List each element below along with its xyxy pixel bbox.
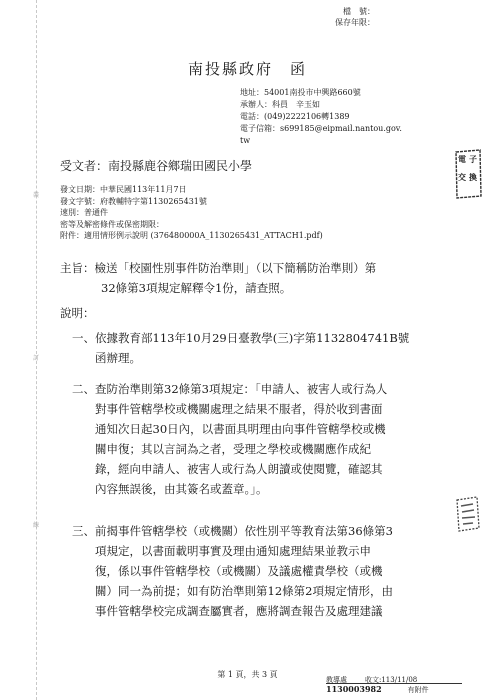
item-line: 錄，經向申請人、被害人或行為人朗讀或使閱覽，確認其 bbox=[95, 462, 383, 476]
item-line: 函辦理。 bbox=[95, 351, 141, 365]
stamp-char: 電 bbox=[458, 154, 466, 164]
email-line: 電子信箱：s699185@eipmail.nantou.gov. bbox=[240, 124, 402, 133]
phone-line: 電話：(049)2222106轉1389 bbox=[240, 112, 350, 121]
file-meta bbox=[335, 6, 375, 28]
receipt-stamp bbox=[326, 675, 462, 695]
receipt-org: 教導處 bbox=[326, 676, 347, 684]
description-label: 說明： bbox=[60, 306, 95, 320]
item-number: 三、 bbox=[72, 524, 95, 538]
stamp-char: 換 bbox=[469, 172, 477, 182]
attachment-link[interactable]: 附件：適用情形例示說明 (376480000A_1130265431_ATTACH1.pdf) bbox=[60, 231, 323, 240]
item-line: 通知次日起30日內，以書面具明理由向事件管轄學校或機 bbox=[95, 422, 386, 436]
handler-line: 承辦人：科員 辛玉如 bbox=[240, 100, 320, 109]
security-level: 密等及解密條件或保密期限： bbox=[60, 219, 164, 229]
binding-line bbox=[36, 0, 37, 700]
binding-mark-bind: 裝 bbox=[33, 192, 40, 199]
item-line: 依據教育部113年10月29日臺教學(三)字第1132804741B號 bbox=[95, 331, 410, 345]
subject bbox=[60, 258, 460, 298]
item-line: 關申復；其以言詞為之者，受理之學校或機關應作成紀 bbox=[95, 442, 371, 456]
subject-line: 檢送「校園性別事件防治準則」（以下簡稱防治準則）第 bbox=[94, 261, 377, 275]
item-line: 對事件管轄學校或機關處理之結果不服者，得於收到書面 bbox=[95, 402, 383, 416]
item-line: 項規定，以書面載明事實及理由通知處理結果並教示申 bbox=[95, 544, 371, 558]
send-info bbox=[60, 184, 323, 242]
item-line: 復，係以事件管轄學校（或機關）及議處權責學校（或機 bbox=[95, 564, 383, 578]
item-line: 查防治準則第32條第3項規定：「申請人、被害人或行為人 bbox=[95, 382, 388, 396]
item-number: 二、 bbox=[72, 382, 95, 396]
item-line: 事件管轄學校完成調查屬實者，應將調查報告及處理建議 bbox=[95, 604, 383, 618]
electronic-exchange-stamp bbox=[453, 148, 483, 200]
send-speed: 速別：普通件 bbox=[60, 208, 108, 217]
contact-block bbox=[240, 87, 402, 147]
send-number: 發文字號：府教輔特字第1130265431號 bbox=[60, 196, 207, 206]
item-number: 一、 bbox=[72, 331, 95, 345]
receipt-date: 收文:113/11/08 bbox=[365, 676, 418, 684]
item-line: 關）同一為前提；如有防治準則第12條第2項規定情形，由 bbox=[95, 584, 393, 598]
description-item bbox=[72, 379, 462, 499]
description-item bbox=[72, 521, 462, 621]
receipt-doc-number: 1130003982 bbox=[326, 684, 382, 694]
stamp-char: 交 bbox=[458, 172, 466, 182]
subject-line: 32條第3項規定解釋令1份，請查照。 bbox=[101, 281, 292, 295]
email-line-continued: tw bbox=[240, 136, 251, 145]
binding-mark-line: 線 bbox=[33, 522, 40, 529]
document-title: 南投縣政府 函 bbox=[187, 60, 307, 78]
send-date: 發文日期：中華民國113年11月7日 bbox=[60, 185, 187, 194]
page-number: 第 1 頁，共 3 頁 bbox=[217, 670, 278, 679]
binding-mark-staple: 訂 bbox=[33, 355, 40, 362]
item-line: 內容無誤後，由其簽名或蓋章。」。 bbox=[95, 482, 268, 496]
receipt-bottom-line bbox=[326, 684, 429, 695]
receipt-attachment: 有附件 bbox=[407, 686, 429, 694]
recipient: 受文者：南投縣鹿谷鄉瑞田國民小學 bbox=[60, 159, 253, 173]
file-number-label: 檔 號： bbox=[343, 7, 375, 16]
stamp-char: 子 bbox=[469, 154, 477, 164]
subject-label: 主旨： bbox=[60, 261, 95, 275]
item-line: 前揭事件管轄學校（或機關）依性別平等教育法第36條第3 bbox=[95, 524, 393, 538]
retention-label: 保存年限： bbox=[335, 18, 375, 27]
address-line: 地址：54001南投市中興路660號 bbox=[240, 88, 361, 97]
description-item bbox=[72, 328, 462, 368]
